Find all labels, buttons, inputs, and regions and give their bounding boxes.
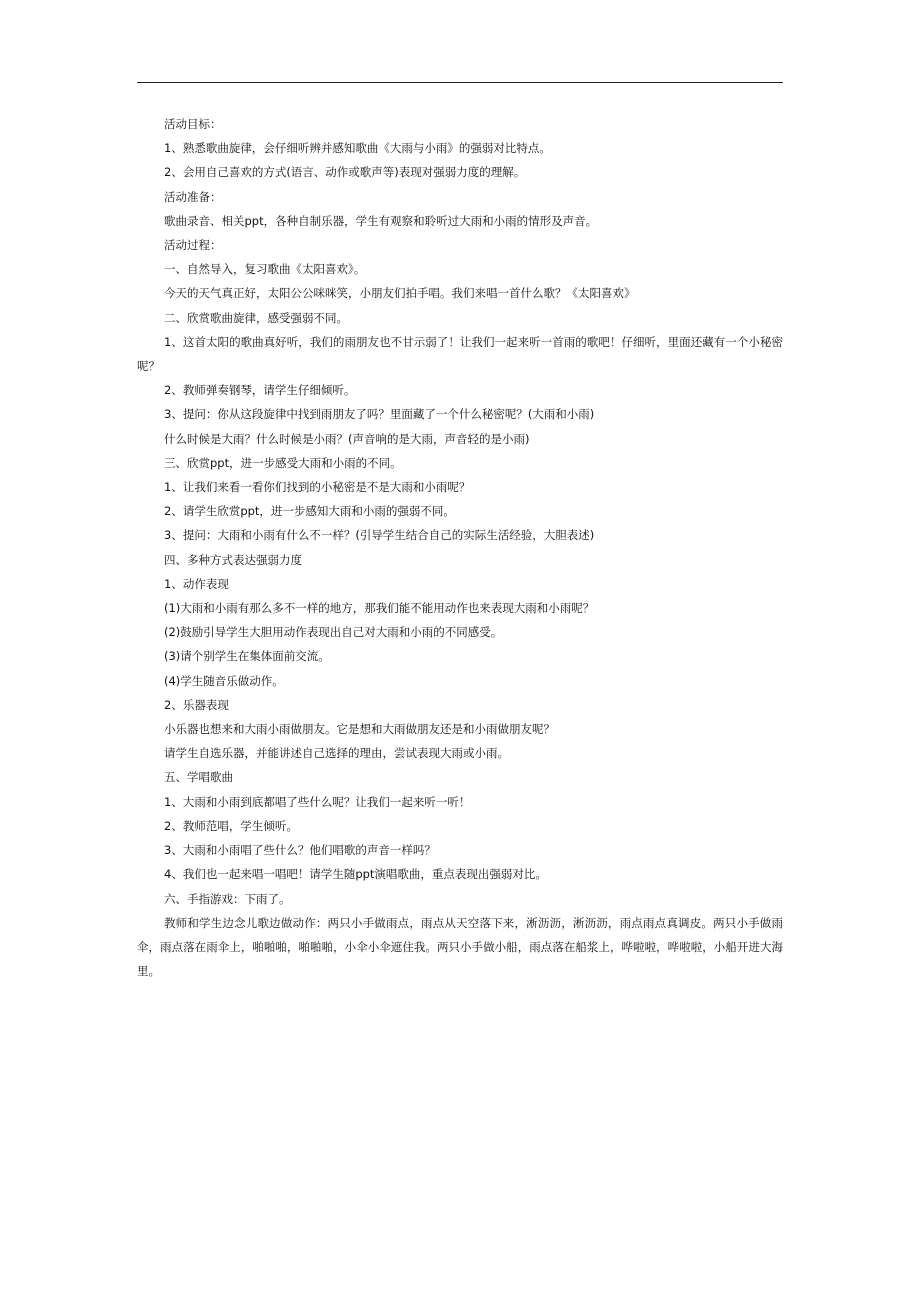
- paragraph-finger-game: 教师和学生边念儿歌边做动作：两只小手做雨点，雨点从天空落下来，淅沥沥，淅沥沥，雨点雨点真调皮。两只小手做雨伞，雨点落在雨伞上，啪啪啪，啪啪啪，小伞小伞遮住我。两只小手做小船，雨点落在船浆上，哗啦啦，哗啦啦，小船开进大海里。: [137, 915, 783, 979]
- text-line: 五、学唱歌曲: [164, 770, 233, 785]
- text-line: 六、手指游戏：下雨了。: [164, 891, 291, 906]
- text-line: 2、教师范唱，学生倾听。: [164, 818, 298, 833]
- document-body: [137, 112, 783, 983]
- text-line: 二、欣赏歌曲旋律，感受强弱不同。: [164, 310, 348, 325]
- text-line: 3、大雨和小雨唱了些什么？他们唱歌的声音一样吗？: [164, 843, 436, 858]
- text-line: 三、欣赏ppt，进一步感受大雨和小雨的不同。: [164, 455, 402, 470]
- text-line: 1、让我们来看一看你们找到的小秘密是不是大雨和小雨呢？: [164, 480, 471, 495]
- text-line: 歌曲录音、相关ppt，各种自制乐器，学生有观察和聆听过大雨和小雨的情形及声音。: [164, 213, 598, 228]
- text-line: 今天的天气真正好，太阳公公咪咪笑，小朋友们拍手唱。我们来唱一首什么歌？《太阳喜欢》: [164, 286, 636, 301]
- text-line: 一、自然导入，复习歌曲《太阳喜欢》。: [164, 262, 366, 277]
- text-line: 四、多种方式表达强弱力度: [164, 552, 302, 567]
- text-line: 请学生自选乐器，并能讲述自己选择的理由，尝试表现大雨或小雨。: [164, 746, 509, 761]
- text-line: 2、会用自己喜欢的方式(语言、动作或歌声等)表现对强弱力度的理解。: [164, 165, 526, 180]
- text-line: 2、乐器表现: [164, 697, 229, 712]
- text-line: 3、提问：你从这段旋律中找到雨朋友了吗？里面藏了一个什么秘密呢？(大雨和小雨): [164, 407, 595, 422]
- text-line: (2)鼓励引导学生大胆用动作表现出自己对大雨和小雨的不同感受。: [164, 625, 503, 640]
- text-line: (3)请个别学生在集体面前交流。: [164, 649, 330, 664]
- text-line: 1、动作表现: [164, 576, 229, 591]
- text-line: 小乐器也想来和大雨小雨做朋友。它是想和大雨做朋友还是和小雨做朋友呢？: [164, 722, 555, 737]
- text-line: 什么时候是大雨？什么时候是小雨？(声音响的是大雨，声音轻的是小雨): [164, 431, 530, 446]
- text-line: 2、请学生欣赏ppt，进一步感知大雨和小雨的强弱不同。: [164, 504, 455, 519]
- text-line: 2、教师弹奏钢琴，请学生仔细倾听。: [164, 383, 356, 398]
- header-rule: [137, 82, 783, 83]
- text-line: (1)大雨和小雨有那么多不一样的地方，那我们能不能用动作也来表现大雨和小雨呢？: [164, 601, 595, 616]
- text-line: (4)学生随音乐做动作。: [164, 673, 284, 688]
- paragraph-secret: 1、这首太阳的歌曲真好听，我们的雨朋友也不甘示弱了！让我们一起来听一首雨的歌吧！仔细听，里面还藏有一个小秘密呢？: [137, 334, 783, 374]
- text-line: 活动过程：: [164, 238, 222, 253]
- text-line: 4、我们也一起来唱一唱吧！请学生随ppt演唱歌曲，重点表现出强弱对比。: [164, 867, 547, 882]
- text-line: 活动准备：: [164, 189, 222, 204]
- text-line: 活动目标：: [164, 117, 222, 131]
- text-line: 1、大雨和小雨到底都唱了些什么呢？让我们一起来听一听！: [164, 794, 471, 809]
- text-line: 1、熟悉歌曲旋律，会仔细听辨并感知歌曲《大雨与小雨》的强弱对比特点。: [164, 141, 551, 156]
- text-line: 3、提问：大雨和小雨有什么不一样？(引导学生结合自己的实际生活经验，大胆表述): [164, 528, 595, 543]
